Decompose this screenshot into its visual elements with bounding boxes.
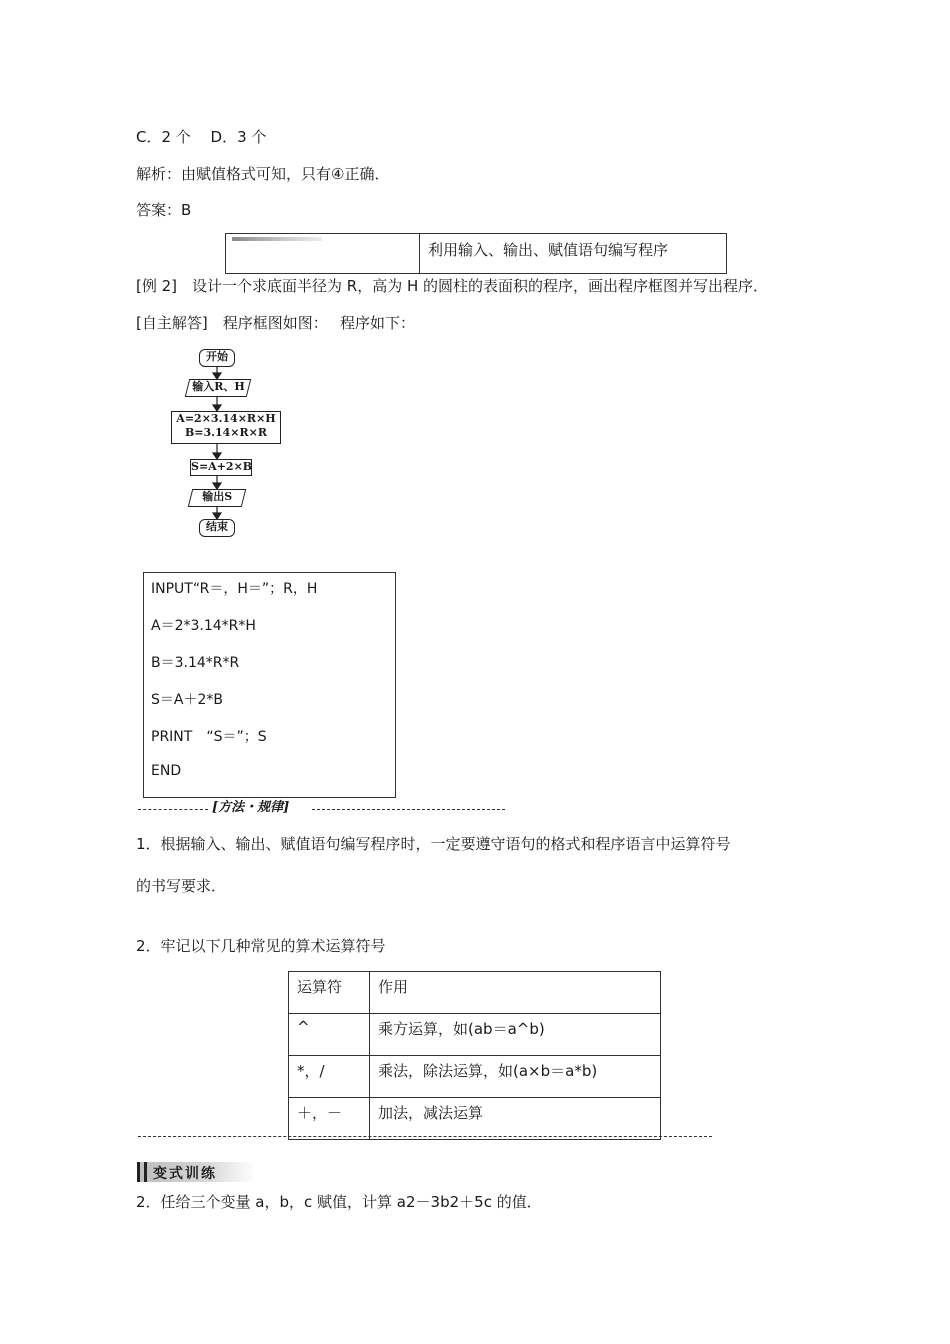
flowchart-input [185,379,251,397]
flowchart-end: 结束 [199,519,235,537]
options-c-d: C．2 个 D．3 个 [136,128,267,146]
method-divider-left [138,809,208,810]
table-row [289,1098,661,1140]
banner-bars-icon [137,1162,147,1182]
rule-1-line-2: 的书写要求． [136,877,227,895]
program-line: A＝2*3.14*R*H [151,618,256,634]
table-cell: ^ [289,1014,370,1056]
table-cell: 加法，减法运算 [370,1098,661,1140]
table-cell: *，/ [289,1056,370,1098]
program-line: INPUT“R＝，H＝”；R，H [151,581,318,597]
table-row [289,1014,661,1056]
flowchart-assign-s: S=A+2×B [190,459,252,476]
flowchart-input-label: 输入R、H [191,380,245,393]
table-row [289,1056,661,1098]
rule-2-text: 2．牢记以下几种常见的算术运算符号 [136,937,386,955]
flowchart-output [188,489,246,507]
table-header-row [289,972,661,1014]
example-heading-label: 利用输入、输出、赋值语句编写程序 [428,241,669,259]
rule-1-line-1: 1．根据输入、输出、赋值语句编写程序时，一定要遵守语句的格式和程序语言中运算符号 [136,835,731,853]
table-cell: 乘法，除法运算，如(a×b＝a*b) [370,1056,661,1098]
flowchart-assign-a: A=2×3.14×R×H [176,412,276,425]
table-header-cell: 运算符 [289,972,370,1014]
variant-question: 2．任给三个变量 a，b，c 赋值，计算 a2－3b2＋5c 的值． [136,1193,542,1211]
flowchart-output-label: 输出S [202,490,233,503]
flowchart-connectors [0,0,950,560]
answer-text: 答案：B [136,201,192,219]
method-rule-tag: [方法・规律] [212,800,290,815]
program-code-box [143,572,396,798]
self-answer-intro: [自主解答] 程序框图如图： 程序如下： [136,314,415,332]
table-cell: 乘方运算，如(ab＝a^b) [370,1014,661,1056]
program-line: S＝A＋2*B [151,692,223,708]
operators-table [288,971,661,1140]
flowchart-assign-b: B=3.14×R×R [184,426,268,439]
program-line: B＝3.14*R*R [151,655,240,671]
section-divider [138,1136,712,1137]
variant-training-label: 变式训练 [153,1166,217,1182]
program-line: PRINT “S＝”；S [151,729,267,745]
table-cell: ＋，－ [289,1098,370,1140]
table-header-cell: 作用 [370,972,661,1014]
flowchart-start: 开始 [199,349,235,367]
example-2-question: [例 2] 设计一个求底面半径为 R，高为 H 的圆柱的表面积的程序，画出程序框图并写出程序． [136,277,769,295]
analysis-text: 解析：由赋值格式可知，只有④正确． [136,165,390,183]
flowchart-assign-box [171,411,281,444]
program-line: END [151,763,182,779]
variant-training-banner [137,1162,255,1182]
method-divider-right [312,809,505,810]
